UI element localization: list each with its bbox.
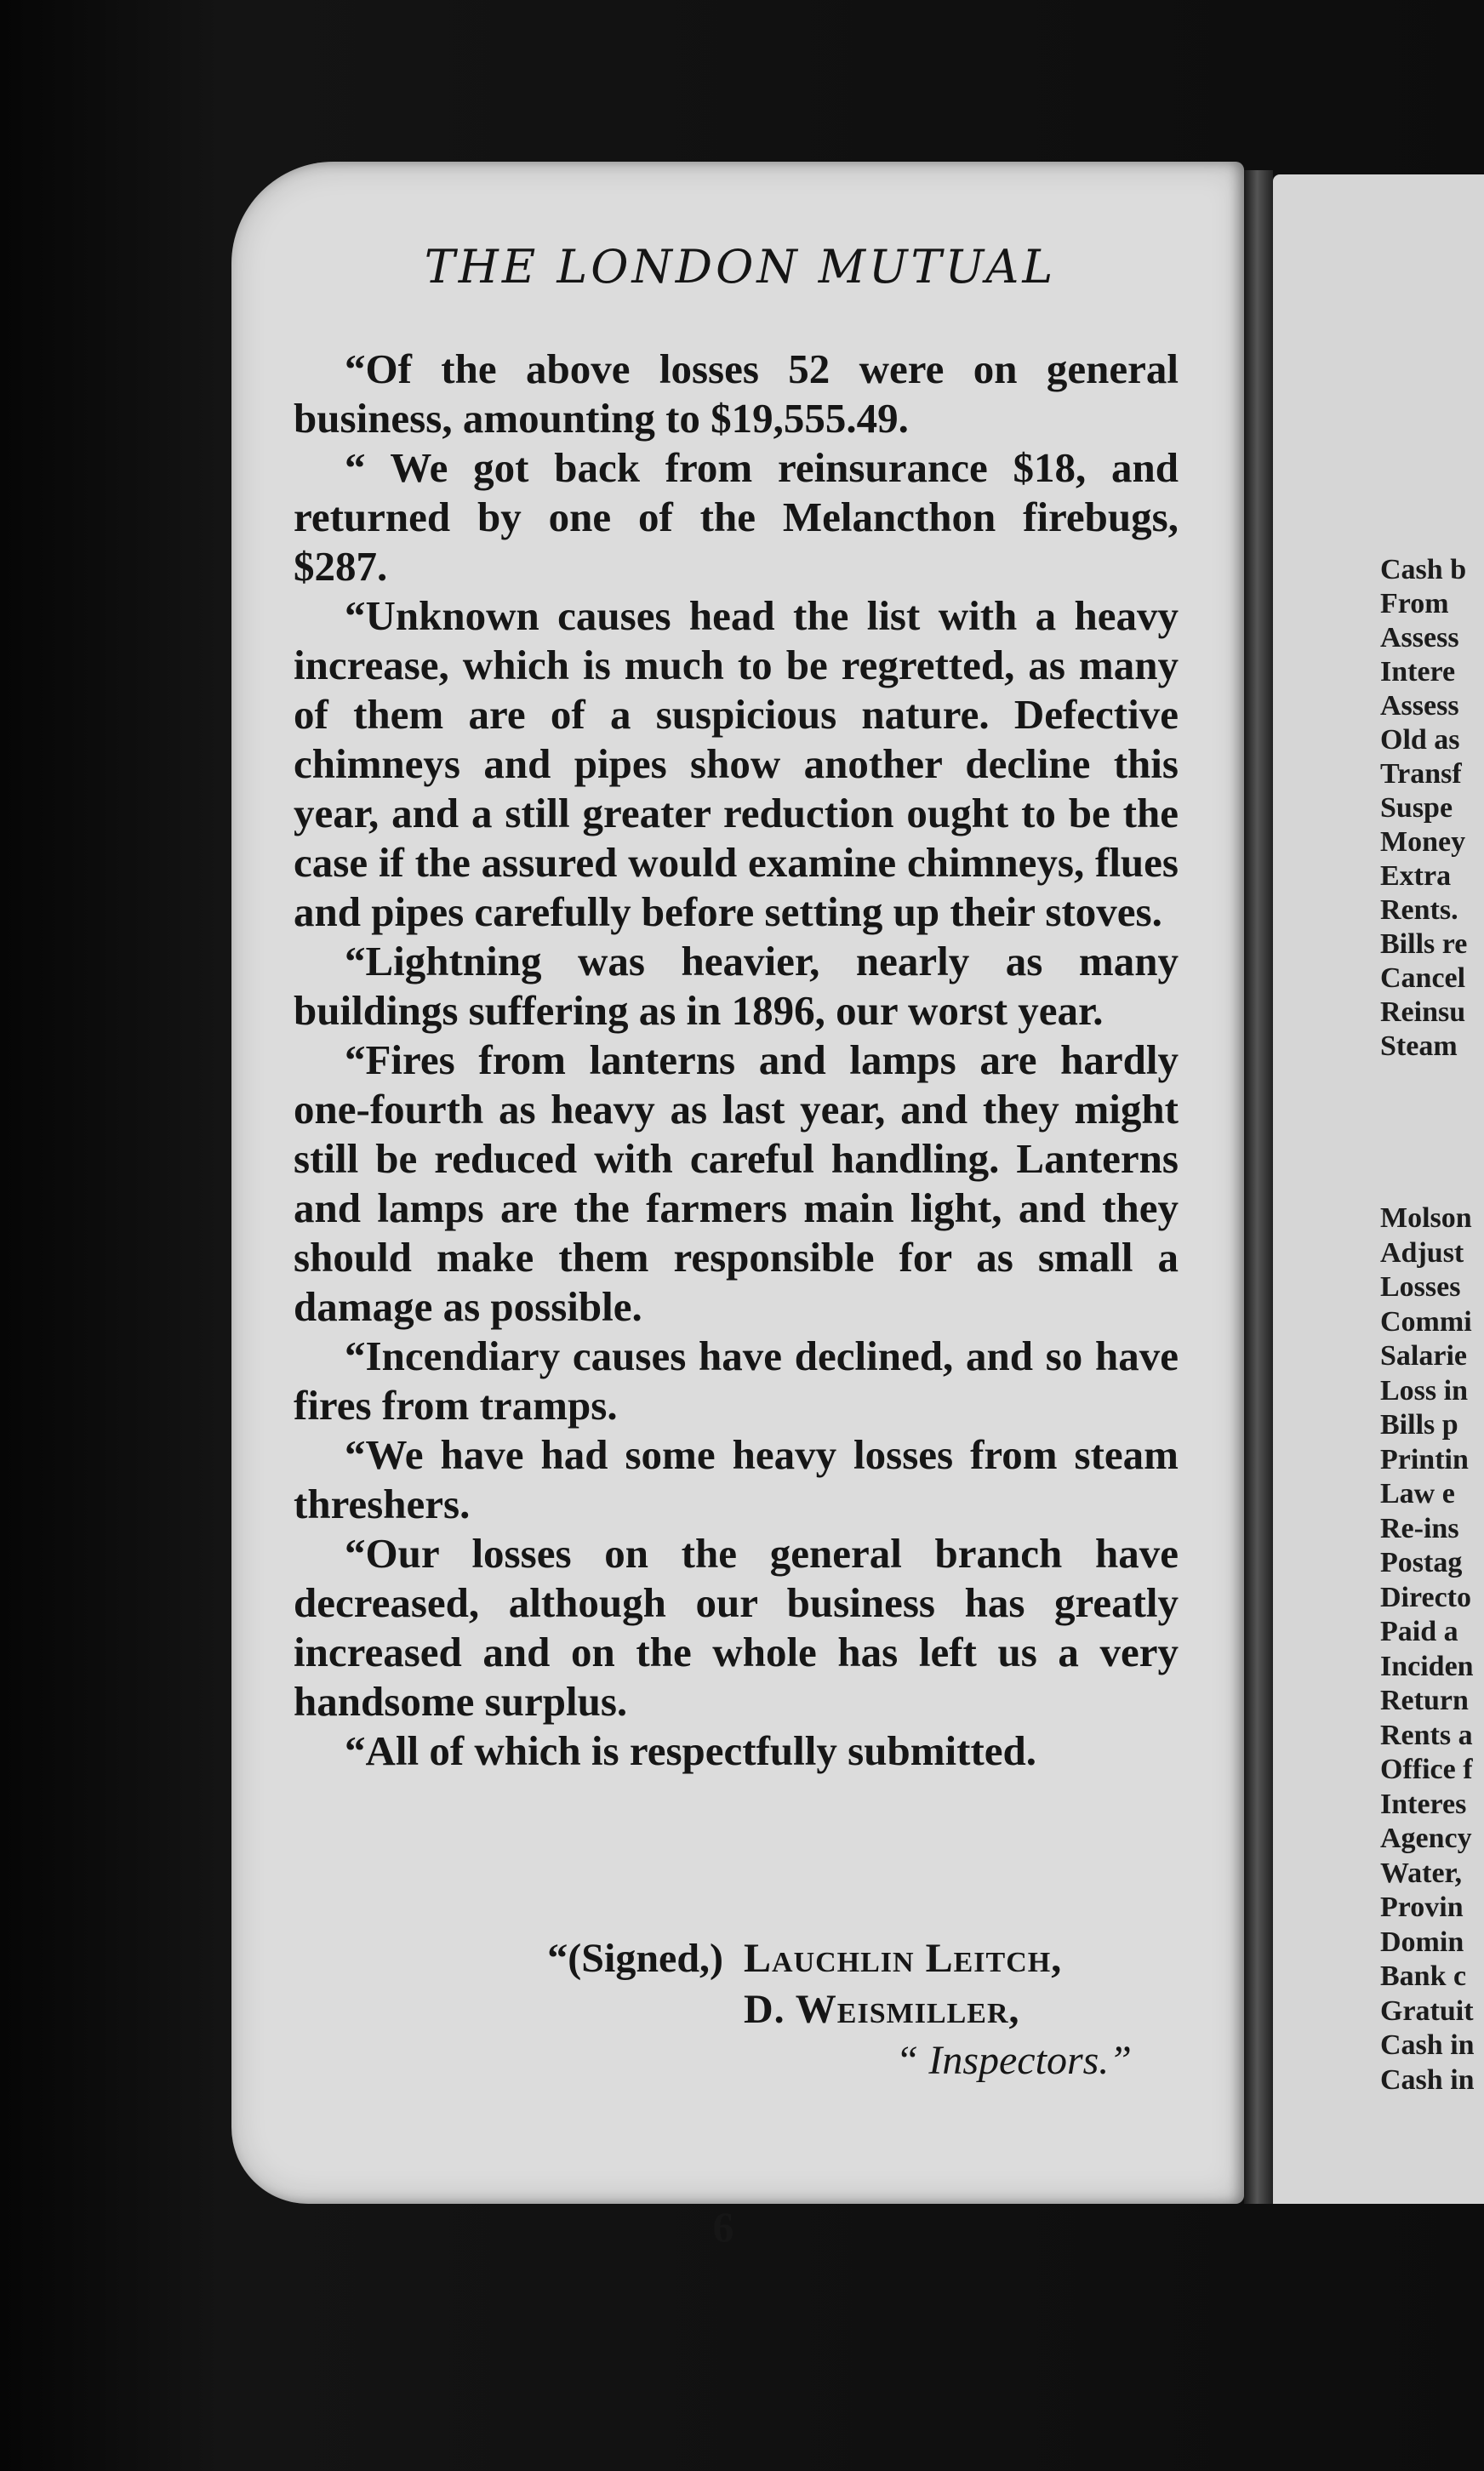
list-item: Gratuit	[1380, 1994, 1474, 2027]
paragraph: “Lightning was heavier, nearly as many buildings suffering as in 1896, our worst year.	[294, 938, 1179, 1034]
paragraph: “We have had some heavy losses from steam threshers.	[294, 1431, 1179, 1527]
list-item: From	[1380, 588, 1449, 619]
list-item: Cash in	[1380, 2063, 1475, 2096]
list-item: Water,	[1380, 1857, 1463, 1889]
list-item: Office f	[1380, 1754, 1473, 1785]
signature-block	[442, 1933, 1149, 2086]
page-number: 6	[712, 2203, 734, 2251]
list-item: Cancel	[1380, 962, 1466, 994]
right-page-list-bottom	[1380, 1201, 1484, 2097]
list-item: Loss in	[1380, 1374, 1468, 1407]
list-item: Bills re	[1380, 928, 1468, 960]
list-item: Losses	[1380, 1271, 1461, 1303]
list-item: Bank c	[1380, 1960, 1467, 1992]
signatory-role: “ Inspectors.”	[895, 2038, 1132, 2083]
list-item: Bills p	[1380, 1409, 1458, 1441]
running-head: THE LONDON MUTUAL	[424, 240, 1057, 294]
list-item: Domin	[1380, 1926, 1464, 1958]
right-page-list-top	[1380, 553, 1484, 1064]
paragraph: “ We got back from reinsurance $18, and returned by one of the Melancthon firebugs, $287.	[294, 444, 1179, 590]
book-gutter	[1244, 170, 1273, 2204]
signatory-name: Lauchlin Leitch,	[744, 1936, 1063, 1981]
list-item: Rents a	[1380, 1719, 1473, 1751]
list-item: Money	[1380, 826, 1466, 858]
body-text	[294, 345, 1179, 1776]
list-item: Intere	[1380, 656, 1456, 688]
list-item: Salarie	[1380, 1340, 1467, 1372]
paragraph: “Incendiary causes have declined, and so have fires from tramps.	[294, 1333, 1179, 1429]
list-item: Transf	[1380, 758, 1462, 790]
list-item: Inciden	[1380, 1650, 1474, 1682]
list-item: Cash b	[1380, 554, 1467, 585]
list-item: Cash in	[1380, 2029, 1475, 2061]
paragraph: “Of the above losses 52 were on general business, amounting to $19,555.49.	[294, 345, 1179, 442]
signatory-name: D. Weismiller,	[744, 1987, 1020, 2032]
list-item: Assess	[1380, 690, 1459, 722]
list-item: Adjust	[1380, 1236, 1464, 1269]
list-item: Interes	[1380, 1788, 1467, 1820]
paragraph: “Fires from lanterns and lamps are hardly one-fourth as heavy as last year, and they might still be reduced with careful handling. Lanterns and lamps are the farmers main light, and they should make them responsible for as small a damage as possible.	[294, 1036, 1179, 1330]
list-item: Re-ins	[1380, 1512, 1459, 1544]
list-item: Return	[1380, 1685, 1469, 1716]
list-item: Directo	[1380, 1581, 1471, 1613]
paragraph: “Unknown causes head the list with a heavy increase, which is much to be regretted, as many of them are of a suspicious nature. Defective chimneys and pipes show another decline this year, and a still greater reduction ought to be the case if the assured would examine chimneys, flues and pipes carefully before setting up their stoves.	[294, 592, 1179, 935]
list-item: Extra	[1380, 860, 1452, 892]
list-item: Reinsu	[1380, 996, 1466, 1028]
list-item: Printin	[1380, 1443, 1469, 1475]
list-item: Assess	[1380, 622, 1459, 653]
list-item: Agency	[1380, 1823, 1472, 1854]
list-item: Old as	[1380, 724, 1460, 756]
list-item: Commi	[1380, 1305, 1472, 1338]
list-item: Law e	[1380, 1478, 1455, 1509]
list-item: Paid a	[1380, 1616, 1458, 1647]
list-item: Provin	[1380, 1892, 1464, 1923]
list-item: Molson	[1380, 1202, 1472, 1234]
signed-label: “(Signed,)	[547, 1936, 723, 1981]
paragraph: “All of which is respectfully submitted.	[345, 1727, 1037, 1774]
list-item: Suspe	[1380, 792, 1453, 824]
list-item: Postag	[1380, 1547, 1463, 1578]
paragraph: “Our losses on the general branch have decreased, although our business has greatly increased and on the whole has left us a very handsome surplus.	[294, 1530, 1179, 1725]
list-item: Rents.	[1380, 894, 1458, 926]
list-item: Steam	[1380, 1030, 1458, 1062]
